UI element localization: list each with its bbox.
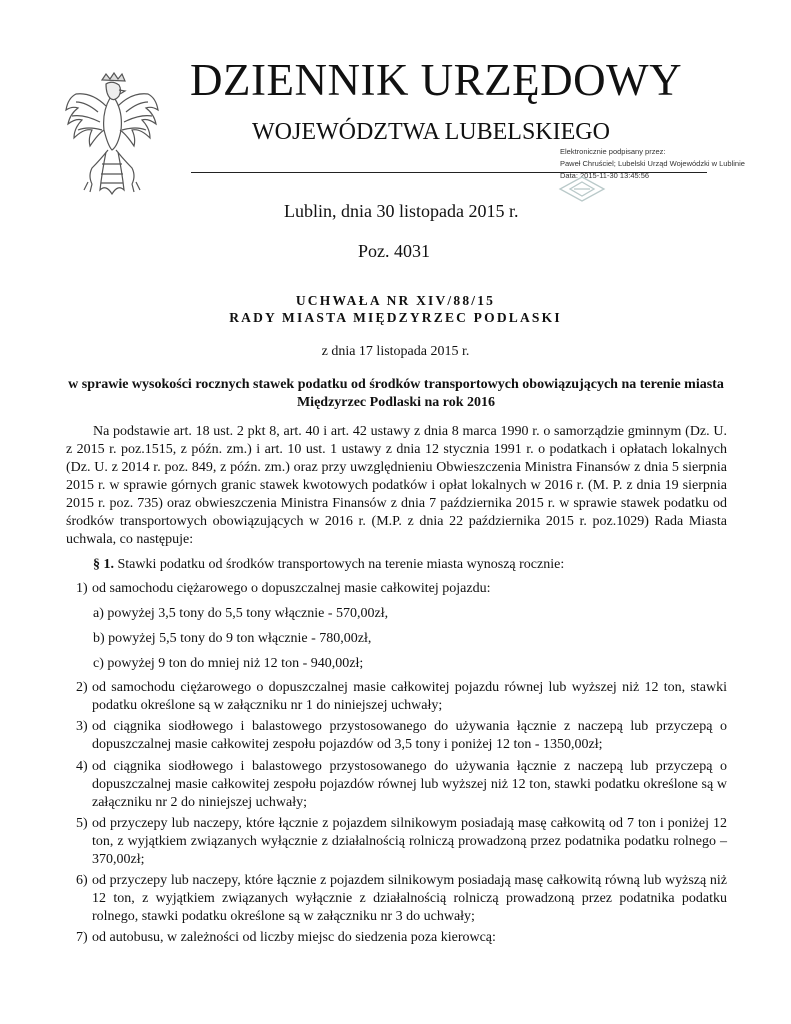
list-item-text: od ciągnika siodłowego i balastowego przystosowanego do używania łącznie z naczepą lub przyczepą o dopuszczalnej masie całkowitej zespołu pojazdów od 3,5 tony i poniżej 12 ton - 1350,00zł;: [92, 719, 727, 752]
publication-position: Poz. 4031: [358, 241, 430, 261]
publication-place-date: Lublin, dnia 30 listopada 2015 r.: [284, 201, 519, 221]
list-item-text: od samochodu ciężarowego o dopuszczalnej masie całkowitej pojazdu równej lub wyższej niż 12 ton, stawki podatku określone są w załączniku nr 1 do niniejszej uchwały;: [92, 680, 727, 713]
section-1: [93, 556, 564, 574]
journal-title: DZIENNIK URZĘDOWY: [190, 55, 683, 105]
act-date: z dnia 17 listopada 2015 r.: [321, 344, 470, 359]
list-item-number: 5): [76, 816, 88, 831]
sub-list-item: c) powyżej 9 ton do mniej niż 12 ton - 940,00zł;: [93, 656, 364, 671]
list-item-number: 4): [76, 759, 88, 774]
list-item: [76, 718, 727, 754]
list-item-text: od autobusu, w zależności od liczby miejsc do siedzenia poza kierowcą:: [92, 930, 496, 945]
sub-list-item: b) powyżej 5,5 tony do 9 ton włącznie - 780,00zł,: [93, 631, 372, 646]
act-title-line-1: UCHWAŁA NR XIV/88/15: [295, 293, 496, 308]
act-title-line-2: RADY MIASTA MIĘDZYRZEC PODLASKI: [229, 310, 562, 325]
list-item-text: od samochodu ciężarowego o dopuszczalnej masie całkowitej pojazdu:: [92, 581, 491, 596]
signature-line-2: Paweł Chruściel; Lubelski Urząd Wojewódzki w Lublinie: [560, 159, 745, 168]
act-title: [0, 292, 791, 326]
list-item-number: 7): [76, 930, 88, 945]
list-item: [76, 872, 727, 926]
list-item-number: 1): [76, 581, 88, 596]
section-1-text: Stawki podatku od środków transportowych na terenie miasta wynoszą rocznie:: [114, 557, 565, 572]
section-1-label: § 1.: [93, 557, 114, 572]
list-item-number: 2): [76, 680, 88, 695]
list-item: [76, 580, 727, 598]
signature-line-1: Elektronicznie podpisany przez:: [560, 147, 666, 156]
signature-line-3: Data: 2015-11-30 13:45:56: [560, 171, 650, 180]
journal-subtitle: WOJEWÓDZTWA LUBELSKIEGO: [252, 119, 610, 145]
act-subject: w sprawie wysokości rocznych stawek podatku od środków transportowych obowiązujących na terenie miasta Międzyrzec Podlaski na rok 2016: [68, 377, 724, 410]
list-item: [76, 815, 727, 869]
list-item-text: od ciągnika siodłowego i balastowego przystosowanego do używania łącznie z naczepą lub przyczepą o dopuszczalnej masie całkowitej zespołu pojazdów równej lub wyższej niż 12 ton, stawki podatku określone są w załączniku nr 2 do niniejszej uchwały;: [92, 759, 727, 810]
list-item: [76, 929, 727, 947]
list-item-text: od przyczepy lub naczepy, które łącznie z pojazdem silnikowym posiadają masę całkowitą od 7 ton i poniżej 12 ton, z wyjątkiem związanych wyłącznie z działalnością rolniczą prowadzoną przez podatnika podatku rolnego –370,00zł;: [92, 816, 727, 867]
list-item-number: 3): [76, 719, 88, 734]
signature-validity-icon: [558, 176, 606, 202]
polish-eagle-emblem-icon: [62, 72, 162, 200]
list-item: [76, 679, 727, 715]
list-item-text: od przyczepy lub naczepy, które łącznie z pojazdem silnikowym posiadają masę całkowitą równą lub wyższą niż 12 ton, z wyjątkiem związanych wyłącznie z działalnością rolniczą prowadzoną przez podatnika podatku rolnego, stawki podatku określone są w załączniku nr 3 do uchwały;: [92, 873, 727, 924]
preamble-paragraph: Na podstawie art. 18 ust. 2 pkt 8, art. 40 i art. 42 ustawy z dnia 8 marca 1990 r. o samorządzie gminnym (Dz. U. z 2015 r. poz.1515, z późn. zm.) i art. 10 ust. 1 ustawy z dnia 12 stycznia 1991 r. o podatkach i opłatach lokalnych (Dz. U. z 2014 r. poz. 849, z późn. zm.) oraz przy uwzględnieniu Obwieszczenia Ministra Finansów z dnia 5 sierpnia 2015 r. w sprawie górnych granic stawek kwotowych podatków i opłat lokalnych w 2016 r. (M. P. z dnia 19 sierpnia 2015 r. poz. 735) oraz obwieszczenia Ministra Finansów z dnia 7 października 2015 r. w sprawie stawek podatku od środków transportowych obowiązujących w 2016 r. (M.P. z dnia 22 października 2015 r. poz.1029) Rada Miasta uchwala, co następuje:: [66, 424, 727, 547]
list-item: [76, 758, 727, 812]
list-item-number: 6): [76, 873, 88, 888]
sub-list-item: a) powyżej 3,5 tony do 5,5 tony włącznie - 570,00zł,: [93, 606, 389, 621]
